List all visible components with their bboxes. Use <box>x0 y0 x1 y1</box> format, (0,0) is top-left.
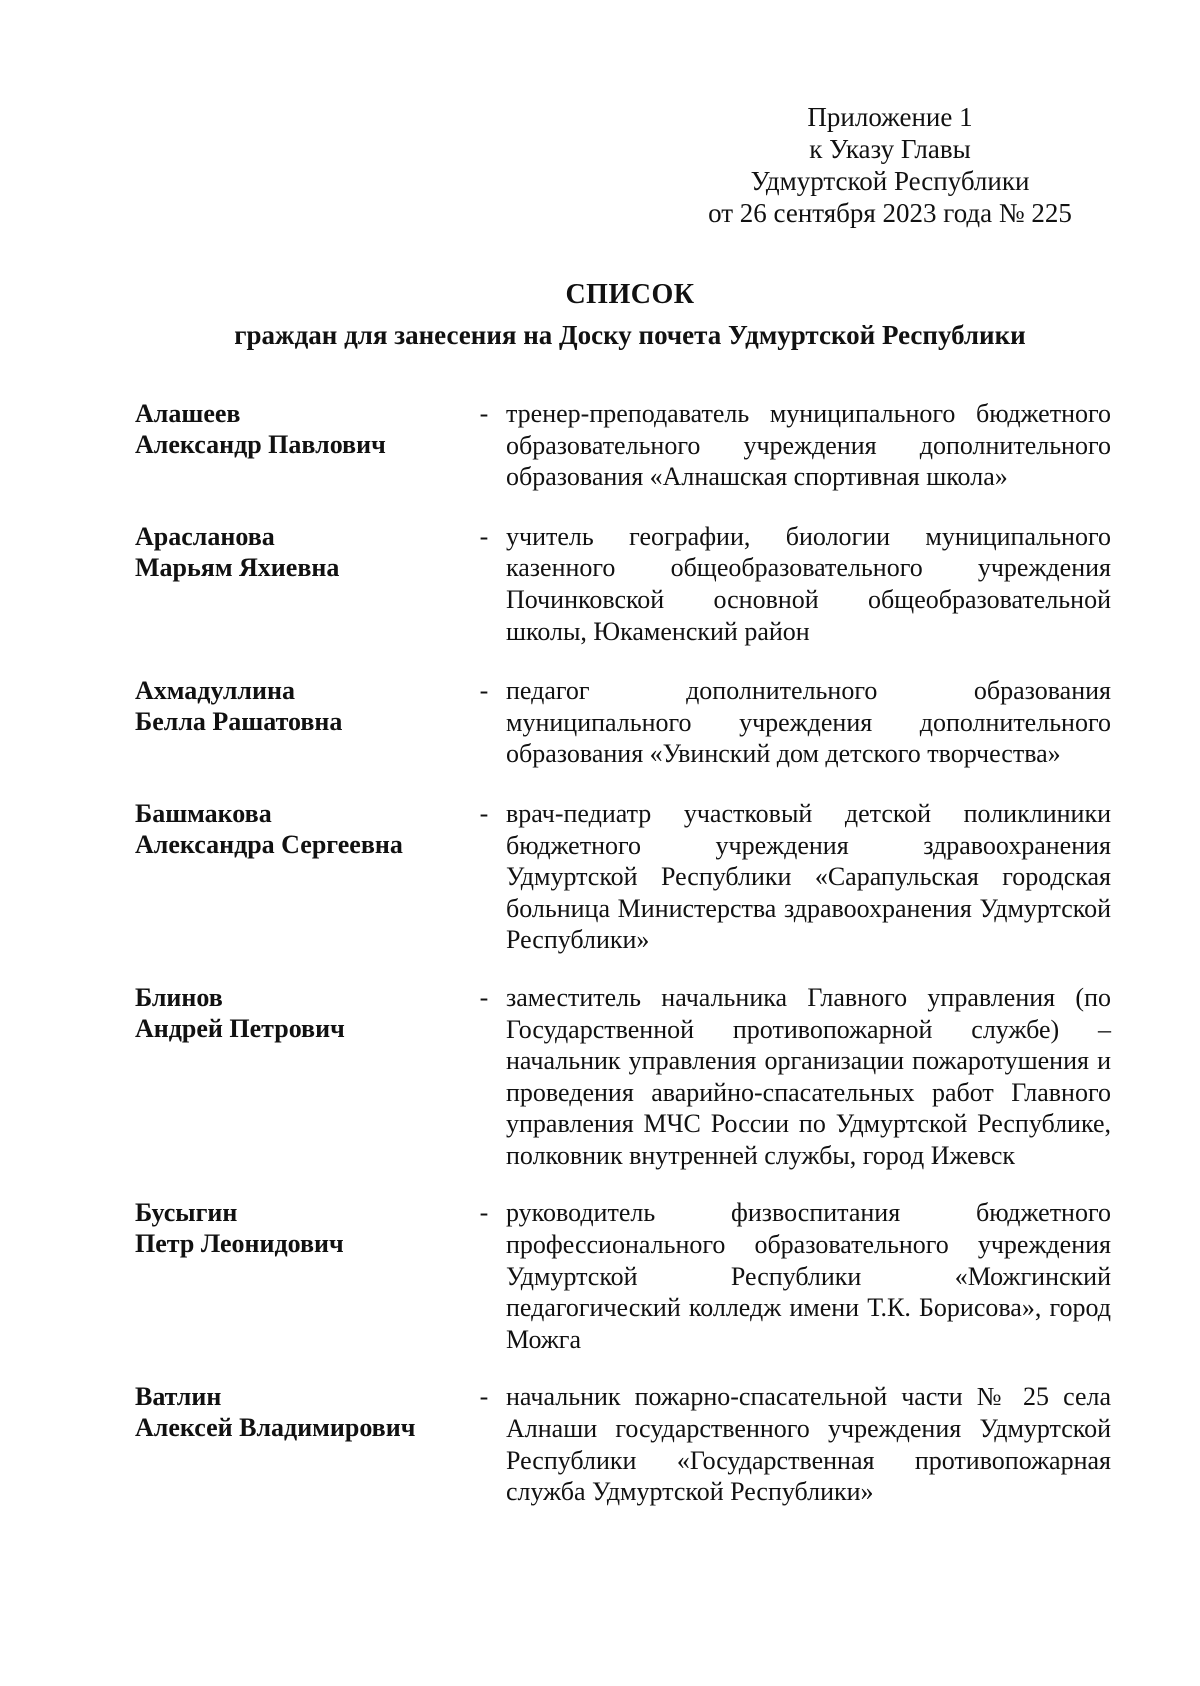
person-given-names: Алексей Владимирович <box>135 1413 416 1443</box>
person-name <box>135 521 465 583</box>
person-given-names: Андрей Петрович <box>135 1013 345 1043</box>
list-item <box>135 798 1135 956</box>
person-given-names: Марьям Яхиевна <box>135 552 340 582</box>
list-item <box>135 1381 1135 1507</box>
appendix-header <box>650 101 1130 229</box>
person-surname: Ахмадуллина <box>135 676 295 706</box>
separator-dash: - <box>479 1382 489 1412</box>
citizens-list <box>135 398 1135 1508</box>
person-description: заместитель начальника Главного управления (по Государственной противопожарной службе) – начальник управления организации пожаротушения и проведения аварийно-спасательных работ Главного управления МЧС России по Удмуртской Республике, полковник внутренней службы, город Ижевск <box>506 982 1111 1170</box>
person-description: тренер-преподаватель муниципального бюджетного образовательного учреждения дополнительного образования «Алнашская спортивная школа» <box>506 399 1111 492</box>
person-surname: Арасланова <box>135 521 275 551</box>
person-name <box>135 398 465 460</box>
separator-dash: - <box>479 1198 489 1228</box>
list-item <box>135 398 1135 493</box>
person-name <box>135 675 465 737</box>
person-given-names: Александра Сергеевна <box>135 829 403 859</box>
appendix-line-3: Удмуртской Республики <box>750 166 1030 196</box>
appendix-line-4: от 26 сентября 2023 года № 225 <box>708 198 1072 228</box>
person-description: педагог дополнительного образования муниципального учреждения дополнительного образования «Увинский дом детского творчества» <box>506 676 1111 769</box>
document-title <box>130 277 1130 353</box>
person-name <box>135 798 465 860</box>
person-description: учитель географии, биологии муниципального казенного общеобразовательного учреждения Починковской основной общеобразовательной школы, Юкаменский район <box>506 521 1111 646</box>
person-description: руководитель физвоспитания бюджетного профессионального образовательного учреждения Удмуртской Республики «Можгинский педагогический колледж имени Т.К. Борисова», город Можга <box>506 1198 1111 1354</box>
separator-dash: - <box>479 676 489 706</box>
person-surname: Ватлин <box>135 1382 222 1412</box>
person-surname: Алашеев <box>135 399 241 428</box>
person-surname: Блинов <box>135 982 223 1012</box>
separator-dash: - <box>479 798 489 828</box>
person-description: врач-педиатр участковый детской поликлиники бюджетного учреждения здравоохранения Удмуртской Республики «Сарапульская городская больница Министерства здравоохранения Удмуртской Республики» <box>506 798 1111 955</box>
person-description: начальник пожарно-спасательной части № 25 села Алнаши государственного учреждения Удмуртской Республики «Государственная противопожарная служба Удмуртской Республики» <box>506 1382 1111 1507</box>
list-item <box>135 982 1135 1172</box>
separator-dash: - <box>479 982 489 1012</box>
list-item <box>135 1197 1135 1355</box>
list-item <box>135 675 1135 770</box>
person-name <box>135 1381 465 1443</box>
person-name <box>135 1197 465 1259</box>
separator-dash: - <box>479 521 489 551</box>
appendix-line-1: Приложение 1 <box>807 102 973 132</box>
title-subtitle: граждан для занесения на Доску почета Удмуртской Республики <box>234 320 1026 350</box>
person-surname: Бусыгин <box>135 1198 238 1228</box>
title-main: СПИСОК <box>565 279 695 310</box>
person-given-names: Александр Павлович <box>135 430 386 459</box>
person-name <box>135 982 465 1044</box>
person-given-names: Петр Леонидович <box>135 1229 344 1259</box>
person-surname: Башмакова <box>135 798 272 828</box>
person-given-names: Белла Рашатовна <box>135 707 343 737</box>
separator-dash: - <box>479 399 489 428</box>
list-item <box>135 521 1135 647</box>
appendix-line-2: к Указу Главы <box>809 134 971 164</box>
